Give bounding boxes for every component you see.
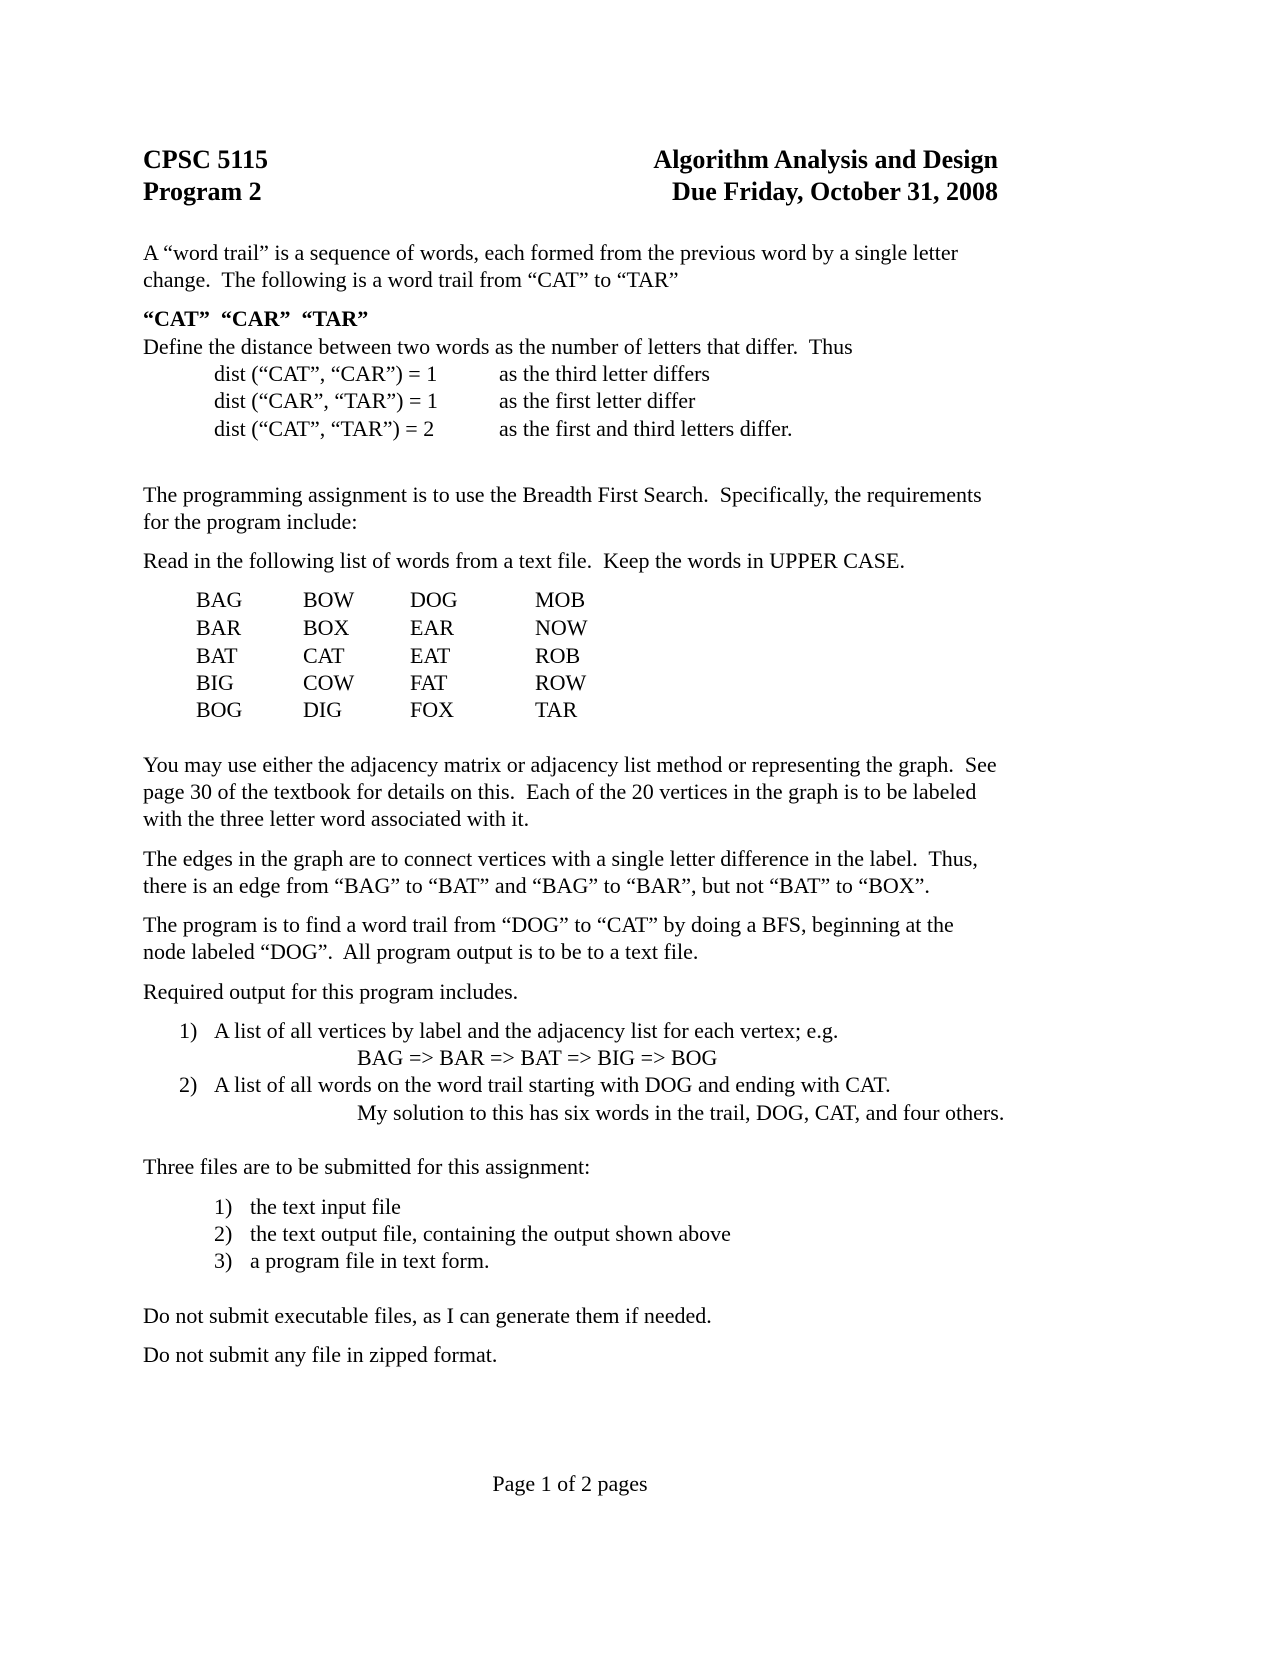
representation-line: page 30 of the textbook for details on this. Each of the 20 vertices in the graph is to be labeled [143, 779, 977, 804]
find-line: node labeled “DOG”. All program output is to be to a text file. [143, 939, 699, 964]
word-cell: MOB [535, 587, 586, 612]
due-date: Due Friday, October 31, 2008 [672, 177, 998, 206]
dist-expr: dist (“CAR”, “TAR”) = 1 [214, 388, 438, 413]
read-in-instruction: Read in the following list of words from a text file. Keep the words in UPPER CASE. [143, 548, 905, 573]
program-number: Program 2 [143, 177, 262, 206]
assignment-line: The programming assignment is to use the Breadth First Search. Specifically, the requirements [143, 482, 982, 507]
list-number: 3) [214, 1248, 233, 1273]
file-item: the text input file [250, 1194, 401, 1219]
distance-definition: Define the distance between two words as the number of letters that differ. Thus [143, 334, 853, 359]
word-cell: BAT [196, 643, 238, 668]
example-trail: “CAT” “CAR” “TAR” [143, 306, 369, 331]
word-cell: TAR [535, 697, 578, 722]
dist-expr: dist (“CAT”, “TAR”) = 2 [214, 416, 435, 441]
find-line: The program is to find a word trail from “DOG” to “CAT” by doing a BFS, beginning at the [143, 912, 954, 937]
word-cell: COW [303, 670, 355, 695]
page-footer: Page 1 of 2 pages [492, 1471, 648, 1496]
course-number: CPSC 5115 [143, 145, 268, 174]
edges-line: The edges in the graph are to connect vertices with a single letter difference in the label. Thus, [143, 846, 978, 871]
required-heading: Required output for this program includes. [143, 979, 519, 1004]
file-item: a program file in text form. [250, 1248, 490, 1273]
required-item: A list of all words on the word trail starting with DOG and ending with CAT. [214, 1072, 891, 1097]
required-item: A list of all vertices by label and the adjacency list for each vertex; e.g. [214, 1018, 839, 1043]
list-number: 2) [214, 1221, 233, 1246]
word-cell: BOW [303, 587, 355, 612]
intro-line: A “word trail” is a sequence of words, each formed from the previous word by a single letter [143, 240, 958, 265]
word-cell: FAT [410, 670, 448, 695]
assignment-line: for the program include: [143, 509, 358, 534]
files-heading: Three files are to be submitted for this assignment: [143, 1154, 591, 1179]
word-cell: ROB [535, 643, 581, 668]
list-number: 1) [179, 1018, 198, 1043]
word-cell: DOG [410, 587, 458, 612]
required-item-example: BAG => BAR => BAT => BIG => BOG [357, 1045, 718, 1070]
word-cell: EAT [410, 643, 451, 668]
word-cell: DIG [303, 697, 343, 722]
word-cell: EAR [410, 615, 454, 640]
word-cell: BIG [196, 670, 234, 695]
word-cell: FOX [410, 697, 455, 722]
word-cell: BOG [196, 697, 243, 722]
file-item: the text output file, containing the output shown above [250, 1221, 731, 1246]
required-item-note: My solution to this has six words in the trail, DOG, CAT, and four others. [357, 1100, 1005, 1125]
intro-line: change. The following is a word trail from “CAT” to “TAR” [143, 267, 679, 292]
course-title: Algorithm Analysis and Design [653, 145, 998, 174]
dist-expr: dist (“CAT”, “CAR”) = 1 [214, 361, 438, 386]
dist-note: as the first letter differ [499, 388, 696, 413]
word-cell: ROW [535, 670, 587, 695]
representation-line: You may use either the adjacency matrix or adjacency list method or representing the graph. See [143, 752, 997, 777]
list-number: 2) [179, 1072, 198, 1097]
word-cell: BAR [196, 615, 242, 640]
word-cell: BOX [303, 615, 350, 640]
word-cell: NOW [535, 615, 588, 640]
edges-line: there is an edge from “BAG” to “BAT” and “BAG” to “BAR”, but not “BAT” to “BOX”. [143, 873, 930, 898]
representation-line: with the three letter word associated with it. [143, 806, 530, 831]
no-zip-note: Do not submit any file in zipped format. [143, 1342, 498, 1367]
dist-note: as the first and third letters differ. [499, 416, 793, 441]
no-executables-note: Do not submit executable files, as I can generate them if needed. [143, 1303, 712, 1328]
word-cell: BAG [196, 587, 243, 612]
word-cell: CAT [303, 643, 345, 668]
list-number: 1) [214, 1194, 233, 1219]
dist-note: as the third letter differs [499, 361, 710, 386]
